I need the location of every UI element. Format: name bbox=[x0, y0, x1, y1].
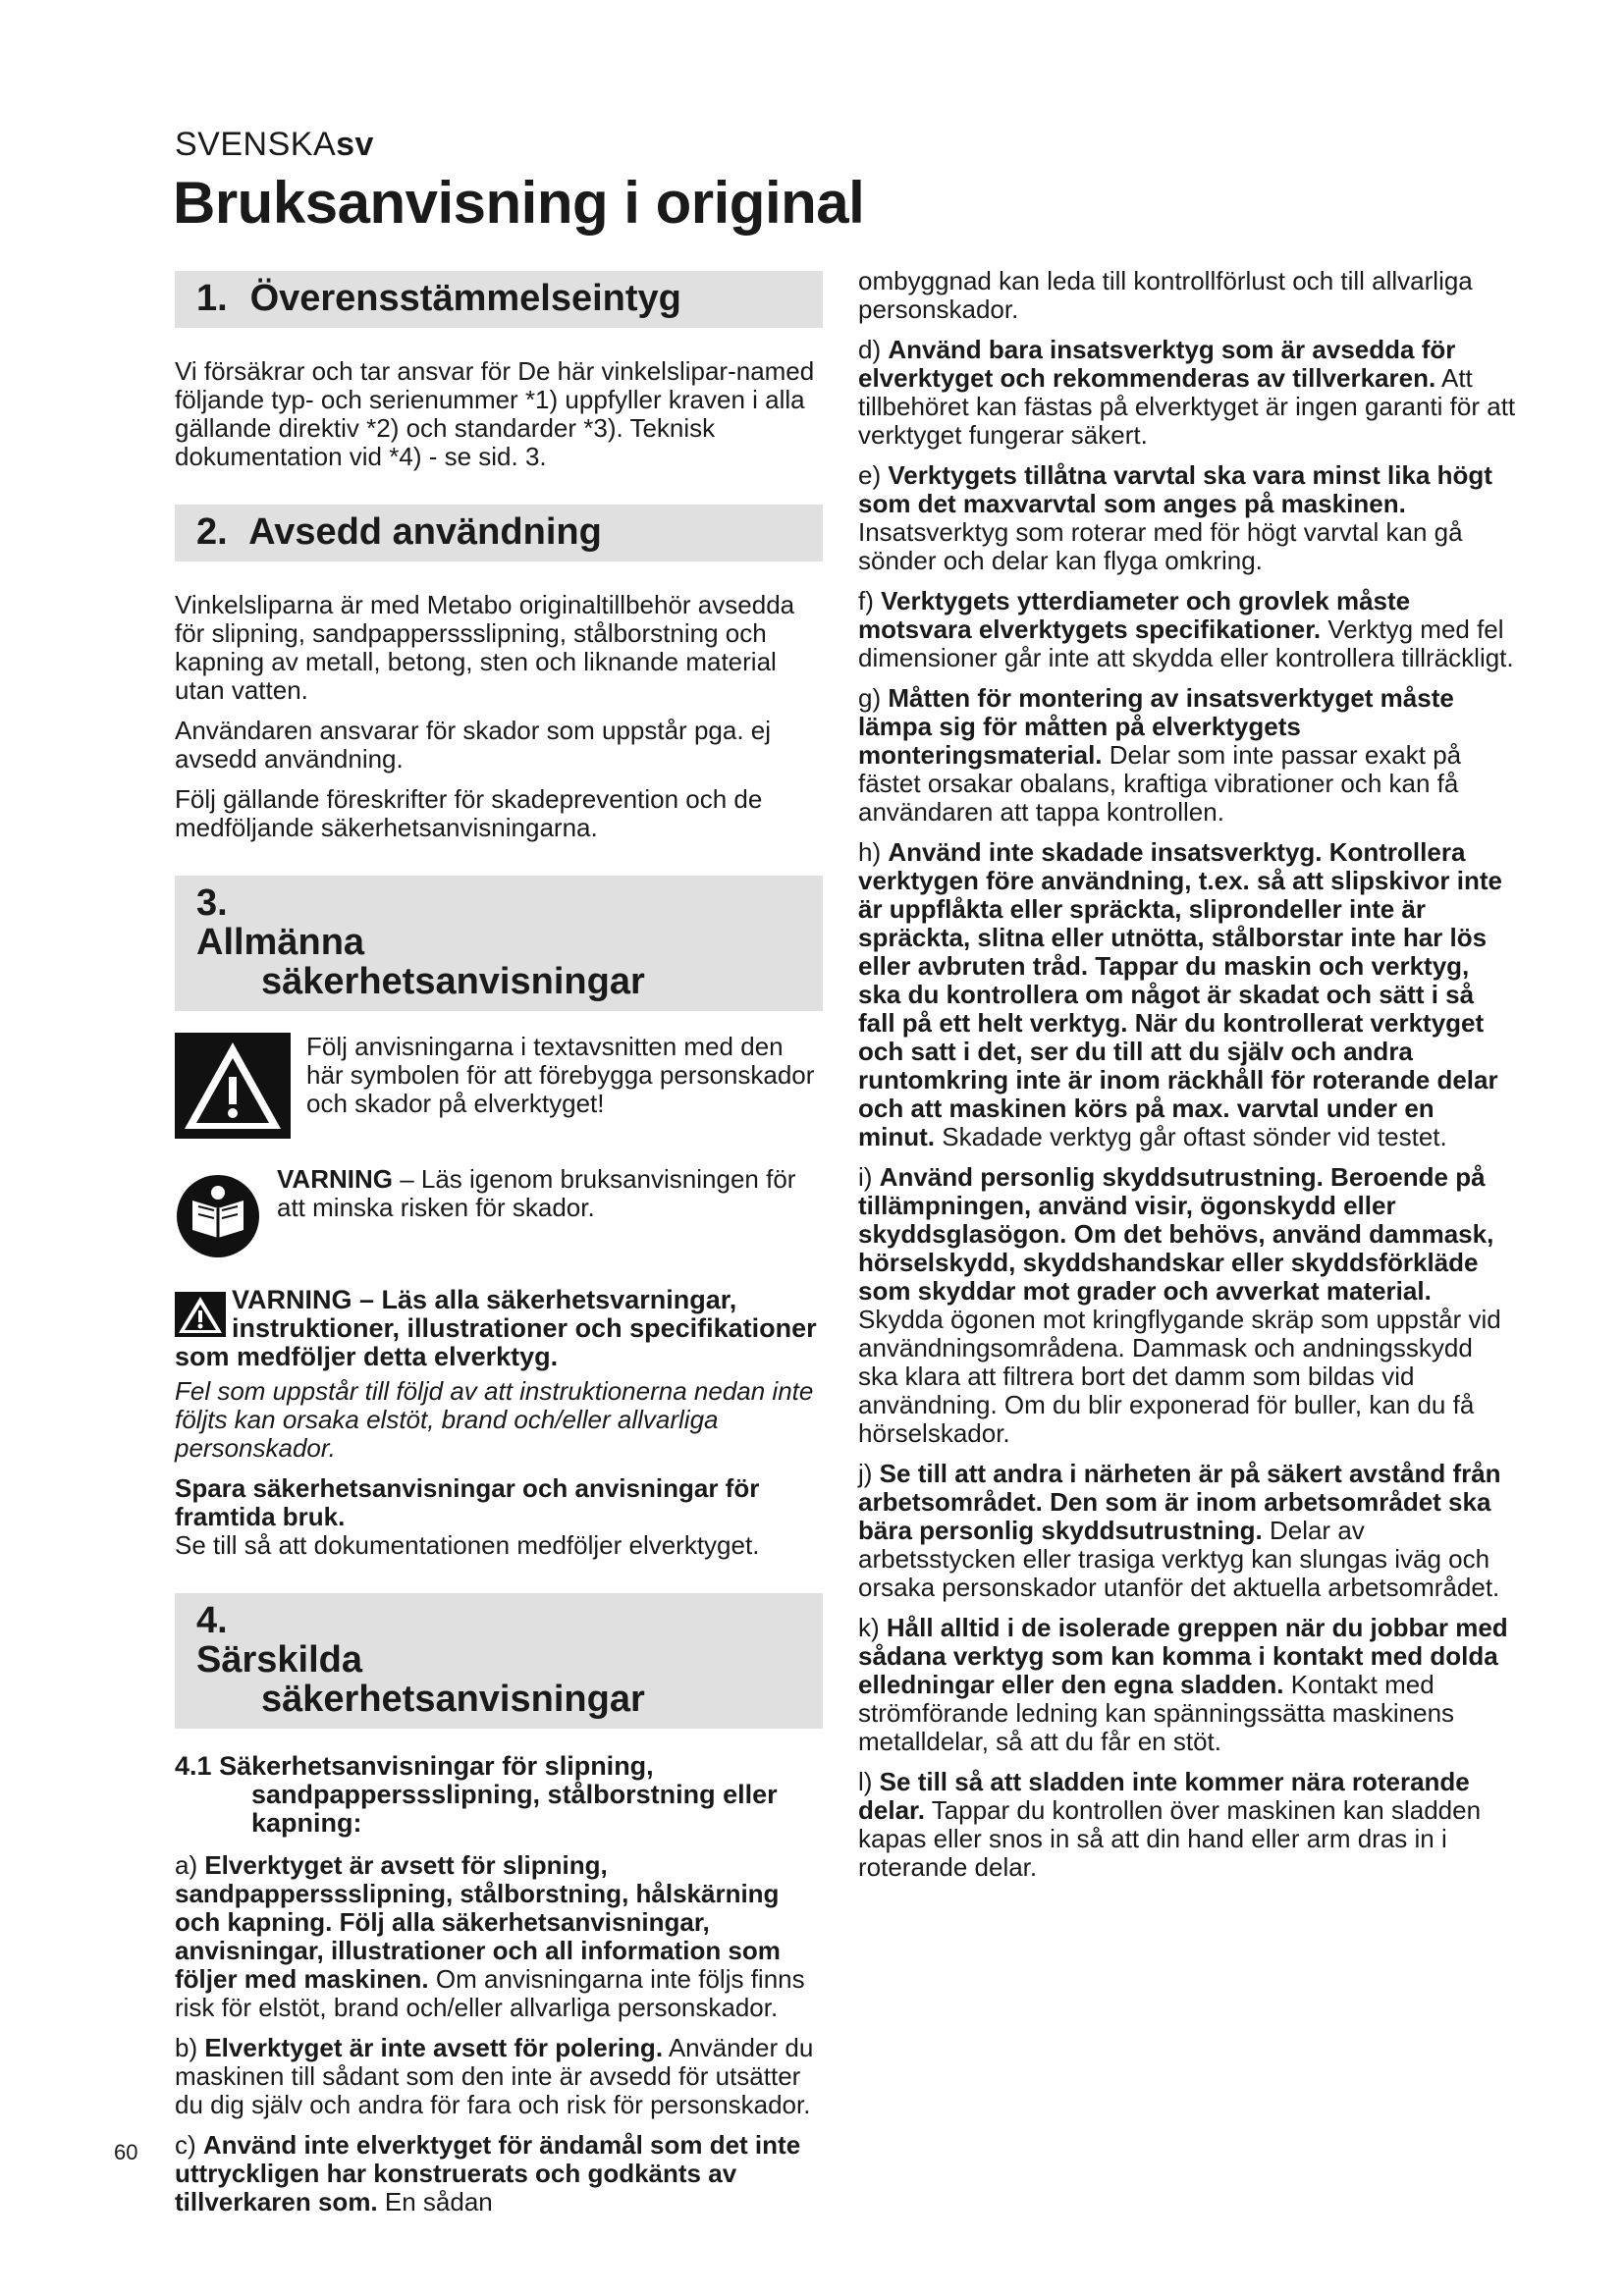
section-1-title: Överensstämmelseintyg bbox=[249, 278, 681, 319]
item-text: Insatsverktyg som roterar med för högt varvtal kan gå sönder och delar kan flyga omkring. bbox=[858, 517, 1463, 575]
language-code: sv bbox=[336, 126, 374, 163]
item-bold: Använd personlig skyddsutrustning. Beroende på tillämpningen, använd visir, ögonskydd eller skyddsglasögon. Om det behövs, använd dammask, hörselskydd, skyddshandskar eller skyddsförkläde som skyddar mot grader och avverkat material. bbox=[858, 1162, 1494, 1306]
warning-read-all-italic: Fel som uppstår till följd av att instruktionerna nedan inte följts kan orsaka elstöt, brand och/eller allvarliga personskador. bbox=[175, 1376, 814, 1463]
item-bold: Använd bara insatsverktyg som är avsedda för elverktyget och rekommenderas av tillverkaren. bbox=[858, 335, 1456, 393]
item-label: k) bbox=[858, 1613, 887, 1642]
page-number: 60 bbox=[114, 2140, 138, 2164]
read-manual-note bbox=[175, 1165, 823, 1264]
item-bold: Elverktyget är avsett för slipning, sandpapperssslipning, stålborstning, hålskärning och kapning. Följ alla säkerhetsanvisningar, anvisningar, illustrationer och all information som följer med maskinen. bbox=[175, 1850, 781, 1994]
warning-triangle-icon bbox=[175, 1033, 291, 1144]
item-label: f) bbox=[858, 586, 882, 615]
section-3-number: 3. bbox=[196, 882, 228, 924]
section-2-title: Avsedd användning bbox=[248, 511, 602, 553]
item-text: Delar som inte passar exakt på fästet orsakar obalans, kraftiga vibrationer och kan få användaren att tappa kontrollen. bbox=[858, 740, 1462, 827]
item-bold: Verktygets tillåtna varvtal ska vara minst lika högt som det maxvarvtal som anges på maskinen. bbox=[858, 460, 1492, 518]
item-text: Delar av arbetsstycken eller trasiga verktyg kan slungas iväg och orsaka personskador utanför det aktuella arbetsområdet. bbox=[858, 1516, 1500, 1602]
item-label: l) bbox=[858, 1767, 880, 1796]
item-text: Skydda ögonen mot kringflygande skräp som uppstår vid användningsområdena. Dammask och andningsskydd ska klara att filtrera bort det damm som bildas vid användning. Om du blir exponerad för buller, kan du få hörselskador. bbox=[858, 1305, 1501, 1448]
item-bold: Se till så att sladden inte kommer nära roterande delar. bbox=[858, 1767, 1470, 1825]
item-bold: Håll alltid i de isolerade greppen när du jobbar med sådana verktyg som kan komma i kontakt med dolda elledningar eller den egna sladden. bbox=[858, 1613, 1508, 1699]
item-bold: Verktygets ytterdiameter och grovlek måste motsvara elverktygets specifikationer. bbox=[858, 586, 1411, 644]
read-manual-body: – Läs igenom bruksanvisningen för att minska risken för skador. bbox=[277, 1164, 796, 1222]
section-4-title-line-1: Särskilda bbox=[196, 1639, 362, 1681]
right-column bbox=[858, 267, 1516, 1894]
subsection-title-line-2: sandpapperssslipning, stålborstning eller kapning: bbox=[251, 1780, 778, 1838]
section-2-paragraph-2: Användaren ansvarar för skador som uppstår pga. ej avsedd användning. bbox=[175, 716, 772, 774]
item-bold: Använd inte elverktyget för ändamål som det inte uttryckligen har konstruerats och godkänts av tillverkaren som. bbox=[175, 2130, 801, 2216]
section-2-heading bbox=[175, 505, 823, 561]
item-b bbox=[175, 2034, 823, 2119]
item-j bbox=[858, 1460, 1516, 1602]
read-manual-text bbox=[277, 1165, 823, 1222]
warning-read-all bbox=[175, 1286, 823, 1371]
section-1-heading bbox=[175, 271, 823, 328]
section-4-title-line-2: säkerhetsanvisningar bbox=[261, 1679, 645, 1720]
language-header bbox=[175, 126, 374, 164]
item-label: d) bbox=[858, 335, 889, 364]
subsection-4-1-heading bbox=[175, 1752, 823, 1838]
item-label: c) bbox=[175, 2130, 203, 2160]
item-text: Tappar du kontrollen över maskinen kan sladden kapas eller snos in så att din hand eller arm dras in i roterande delar. bbox=[858, 1795, 1482, 1882]
left-column bbox=[175, 271, 823, 2228]
item-d bbox=[858, 336, 1516, 450]
section-4-number: 4. bbox=[196, 1600, 228, 1641]
item-g bbox=[858, 684, 1516, 827]
item-a bbox=[175, 1851, 823, 2022]
section-1-number: 1. bbox=[196, 278, 228, 319]
warning-symbol-note bbox=[175, 1033, 823, 1144]
warning-symbol-text: Följ anvisningarna i textavsnitten med den här symbolen för att förebygga personskador och skador på elverktyget! bbox=[306, 1032, 815, 1118]
item-e bbox=[858, 461, 1516, 575]
item-label: g) bbox=[858, 683, 889, 713]
item-k bbox=[858, 1614, 1516, 1756]
warning-read-all-bold: VARNING – Läs alla säkerhetsvarningar, instruktioner, illustrationer och specifikationer som medföljer detta elverktyg. bbox=[175, 1285, 817, 1371]
save-instructions-bold: Spara säkerhetsanvisningar och anvisningar för framtida bruk. bbox=[175, 1473, 760, 1531]
item-bold: Använd inte skadade insatsverktyg. Kontrollera verktygen före användning, t.ex. så att slipskivor inte är uppflåkta eller spräckta, sliprondeller inte är spräckta, slitna eller utnötta, stålborstar inte har lös eller avbruten tråd. Tappar du maskin och verktyg, ska du kontrollera om något är skadat och sätt i så fall på ett helt verktyg. När du kontrollerat verktyget och satt i det, ser du till att du själv och andra runtomkring inte är inom räckhåll för roterande delar och att maskinen körs på max. varvtal under en minut. bbox=[858, 837, 1502, 1151]
item-label: j) bbox=[858, 1459, 880, 1488]
warning-label: VARNING bbox=[277, 1164, 393, 1194]
item-f bbox=[858, 587, 1516, 672]
item-text: En sådan bbox=[377, 2187, 493, 2216]
item-text: Om anvisningarna inte följs finns risk för elstöt, brand och/eller allvarliga personskador. bbox=[175, 1964, 805, 2022]
item-h bbox=[858, 838, 1516, 1151]
item-bold: Elverktyget är inte avsett för polering. bbox=[204, 2033, 664, 2062]
subsection-title-line-1: Säkerhetsanvisningar för slipning, bbox=[219, 1751, 654, 1781]
item-text: Att tillbehöret kan fästas på elverktyget är ingen garanti för att verktyget fungerar säkert. bbox=[858, 363, 1516, 450]
section-3-heading bbox=[175, 876, 823, 1011]
section-4-heading bbox=[175, 1593, 823, 1729]
small-warning-triangle-icon bbox=[175, 1292, 226, 1343]
section-2-paragraph-3: Följ gällande föreskrifter för skadeprevention och de medföljande säkerhetsanvisningarna. bbox=[175, 784, 763, 842]
item-label: b) bbox=[175, 2033, 205, 2062]
save-instructions-text: Se till så att dokumentationen medföljer elverktyget. bbox=[175, 1530, 760, 1560]
item-label: h) bbox=[858, 837, 889, 867]
item-bold: Se till att andra i närheten är på säkert avstånd från arbetsområdet. Den som är inom arbetsområdet ska bära personlig skyddsutrustning. bbox=[858, 1459, 1501, 1545]
subsection-number: 4.1 bbox=[175, 1751, 212, 1781]
item-l bbox=[858, 1768, 1516, 1882]
item-c bbox=[175, 2131, 823, 2216]
section-3-title-line-2: säkerhetsanvisningar bbox=[261, 961, 645, 1002]
read-manual-icon bbox=[175, 1173, 261, 1264]
item-c-continued: ombyggnad kan leda till kontrollförlust och till allvarliga personskador. bbox=[858, 266, 1473, 324]
item-label: e) bbox=[858, 460, 889, 490]
item-bold: Måtten för montering av insatsverktyget måste lämpa sig för måtten på elverktygets monteringsmaterial. bbox=[858, 683, 1454, 770]
item-i bbox=[858, 1163, 1516, 1448]
item-label: i) bbox=[858, 1162, 880, 1192]
item-text: Använder du maskinen till sådant som den inte är avsedd för utsätter du dig själv och andra för fara och risk för personskador. bbox=[175, 2033, 814, 2119]
section-3-title-line-1: Allmänna bbox=[196, 922, 365, 963]
page-title: Bruksanvisning i original bbox=[173, 170, 865, 236]
item-text: Kontakt med strömförande ledning kan spänningssätta maskinens metalldelar, så att du får en stöt. bbox=[858, 1670, 1455, 1756]
section-2-paragraph-1: Vinkelsliparna är med Metabo originaltillbehör avsedda för slipning, sandpapperssslipning, stålborstning och kapning av metall, betong, sten och liknande material utan vatten. bbox=[175, 590, 795, 705]
item-label: a) bbox=[175, 1850, 205, 1880]
item-text: Skadade verktyg går oftast sönder vid testet. bbox=[935, 1122, 1447, 1151]
section-1-text: Vi försäkrar och tar ansvar för De här vinkelslipar-named följande typ- och serienummer *1) uppfyller kraven i alla gällande direktiv *2) och standarder *3). Teknisk dokumentation vid *4) - se sid. 3. bbox=[175, 356, 815, 471]
section-2-number: 2. bbox=[196, 511, 228, 553]
item-text: Verktyg med fel dimensioner går inte att skydda eller kontrollera tillräckligt. bbox=[858, 614, 1514, 672]
language-name: SVENSKA bbox=[175, 126, 337, 163]
